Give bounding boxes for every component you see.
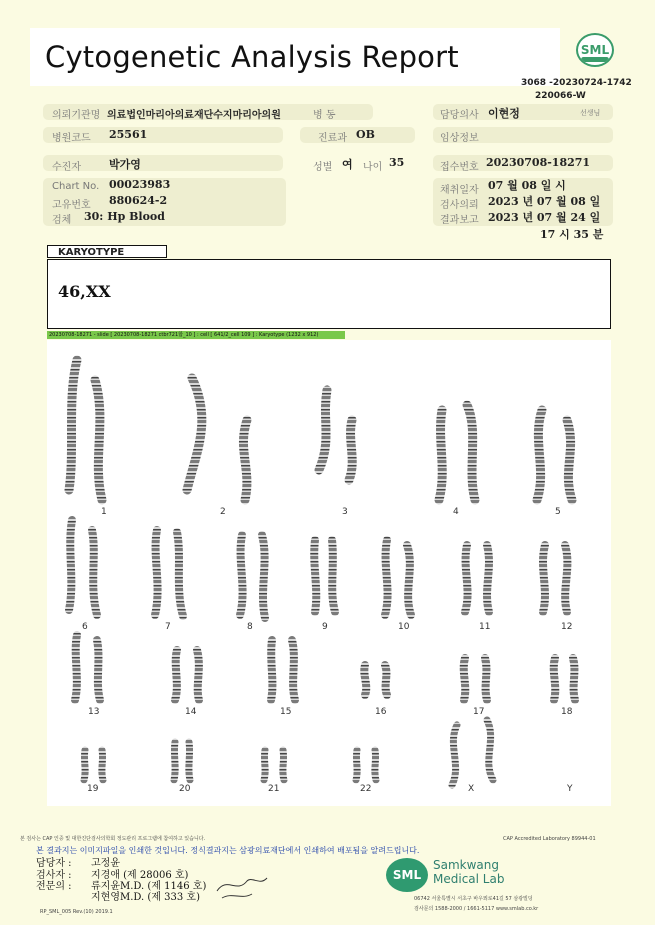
id-label: 고유번호 <box>52 200 91 211</box>
doctor-value: 이현정 <box>488 107 520 120</box>
chromosome-label-5: 5 <box>555 507 561 517</box>
dept-value: OB <box>356 128 375 141</box>
cert-note: 본 검사는 CAP 인증 및 대한진단검사의학회 정도관리 프로그램에 참여하고 있습니다. <box>20 836 206 842</box>
chromosome-label-3: 3 <box>342 507 348 517</box>
chromosome-label-8: 8 <box>247 622 253 632</box>
report-label: 결과보고 <box>440 215 479 226</box>
karyotype-result: 46,XX <box>58 282 111 301</box>
chromosome-label-17: 17 <box>473 707 485 717</box>
staff-value-2: 지경애 (제 28006 호) <box>91 870 189 881</box>
chromosome-label-12: 12 <box>561 622 573 632</box>
chromosome-label-18: 18 <box>561 707 573 717</box>
chart-label: Chart No. <box>52 181 100 192</box>
report-time: 17 시 35 분 <box>540 228 604 241</box>
image-caption-bar: 20230708-18271 - slide [ 20230708-18271 ctbr721합_10 ] : cell [ 641/2_cell 109 ] : Karyotype (1232 x 912) <box>47 331 345 339</box>
karyogram-svg <box>47 340 611 806</box>
lab-address: 06742 서울특별시 서초구 바우뫼로41길 57 삼광빌딩 <box>414 896 533 902</box>
chromosome-label-10: 10 <box>398 622 410 632</box>
chromosome-label-4: 4 <box>453 507 459 517</box>
chromosome-label-13: 13 <box>88 707 100 717</box>
accession-label: 접수번호 <box>440 162 479 173</box>
karyogram-image <box>47 340 611 806</box>
cap-note: CAP Accredited Laboratory 89944-01 <box>503 836 596 842</box>
form-code: RP_SML_005 Rev.(10) 2019.1 <box>40 909 113 915</box>
ward-label: 병 동 <box>313 110 336 121</box>
chromosome-label-20: 20 <box>179 784 191 794</box>
chromosome-label-x: X <box>468 784 475 794</box>
lab-logo: SML <box>386 858 428 892</box>
collect-label: 채취일자 <box>440 185 479 196</box>
chromosome-label-11: 11 <box>479 622 491 632</box>
chromosome-label-7: 7 <box>165 622 171 632</box>
chromosome-label-6: 6 <box>82 622 88 632</box>
report-code-2: 220066-W <box>535 91 586 101</box>
hospital-label: 의뢰기관명 <box>52 110 101 121</box>
chromosome-label-22: 22 <box>360 784 372 794</box>
patient-value: 박가영 <box>109 158 141 171</box>
chromosome-label-2: 2 <box>220 507 226 517</box>
specimen-value: 30: Hp Blood <box>84 210 165 223</box>
age-value: 35 <box>389 156 405 169</box>
signature-image <box>212 866 272 902</box>
sml-logo-text: SML <box>580 43 610 57</box>
specimen-label: 검체 <box>52 215 72 226</box>
staff-label-2: 검사자 : <box>36 870 72 881</box>
karyotype-result-box <box>47 259 611 329</box>
chromosome-label-19: 19 <box>87 784 99 794</box>
id-value: 880624-2 <box>109 194 168 207</box>
hospcode-label: 병원코드 <box>52 133 91 144</box>
clinical-label: 임상정보 <box>440 133 479 144</box>
request-label: 검사의뢰 <box>440 200 479 211</box>
chromosome-label-21: 21 <box>268 784 280 794</box>
lab-name-1: Samkwang <box>433 858 499 872</box>
chromosome-label-9: 9 <box>322 622 328 632</box>
staff-label-1: 담당자 : <box>36 858 72 869</box>
chart-value: 00023983 <box>109 178 171 191</box>
chromosome-label-15: 15 <box>280 707 292 717</box>
age-label: 나이 <box>363 162 383 173</box>
patient-label: 수진자 <box>52 162 81 173</box>
print-notice: 본 결과지는 이미지파일을 인쇄한 것입니다. 정식결과지는 삼광의료재단에서 인쇄하여 배포됨을 알려드립니다. <box>36 846 420 855</box>
chromosome-label-16: 16 <box>375 707 387 717</box>
collect-value: 07 월 08 일 시 <box>488 179 566 192</box>
chromosome-label-y: Y <box>567 784 573 794</box>
hospital-value: 의료법인마리아의료재단수지마리아의원 <box>107 110 281 121</box>
dept-label: 진료과 <box>318 133 347 144</box>
chromosome-label-14: 14 <box>185 707 197 717</box>
hospcode-value: 25561 <box>109 128 148 141</box>
request-value: 2023 년 07 월 08 일 <box>488 195 601 208</box>
report-value: 2023 년 07 월 24 일 <box>488 211 601 224</box>
doctor-suffix: 선생님 <box>580 109 601 117</box>
staff-value-3: 류지윤M.D. (제 1146 호) <box>91 881 207 892</box>
staff-label-3: 전문의 : <box>36 881 72 892</box>
sex-label: 성별 <box>313 162 333 173</box>
doctor-label: 담당의사 <box>440 110 479 121</box>
chromosome-label-1: 1 <box>101 507 107 517</box>
accession-value: 20230708-18271 <box>486 156 591 169</box>
staff-value-4: 지현영M.D. (제 333 호) <box>91 892 200 903</box>
lab-name-2: Medical Lab <box>433 872 505 886</box>
report-title: Cytogenetic Analysis Report <box>45 40 459 74</box>
lab-contact: 검사문의 1588-2000 / 1661-5117 www.smlab.co.kr <box>414 906 539 912</box>
staff-value-1: 고정윤 <box>91 858 120 869</box>
sex-value: 여 <box>342 158 353 171</box>
karyotype-tab: KARYOTYPE <box>47 245 167 258</box>
sml-logo <box>576 33 614 67</box>
report-code-1: 3068 -20230724-1742 <box>521 78 632 88</box>
